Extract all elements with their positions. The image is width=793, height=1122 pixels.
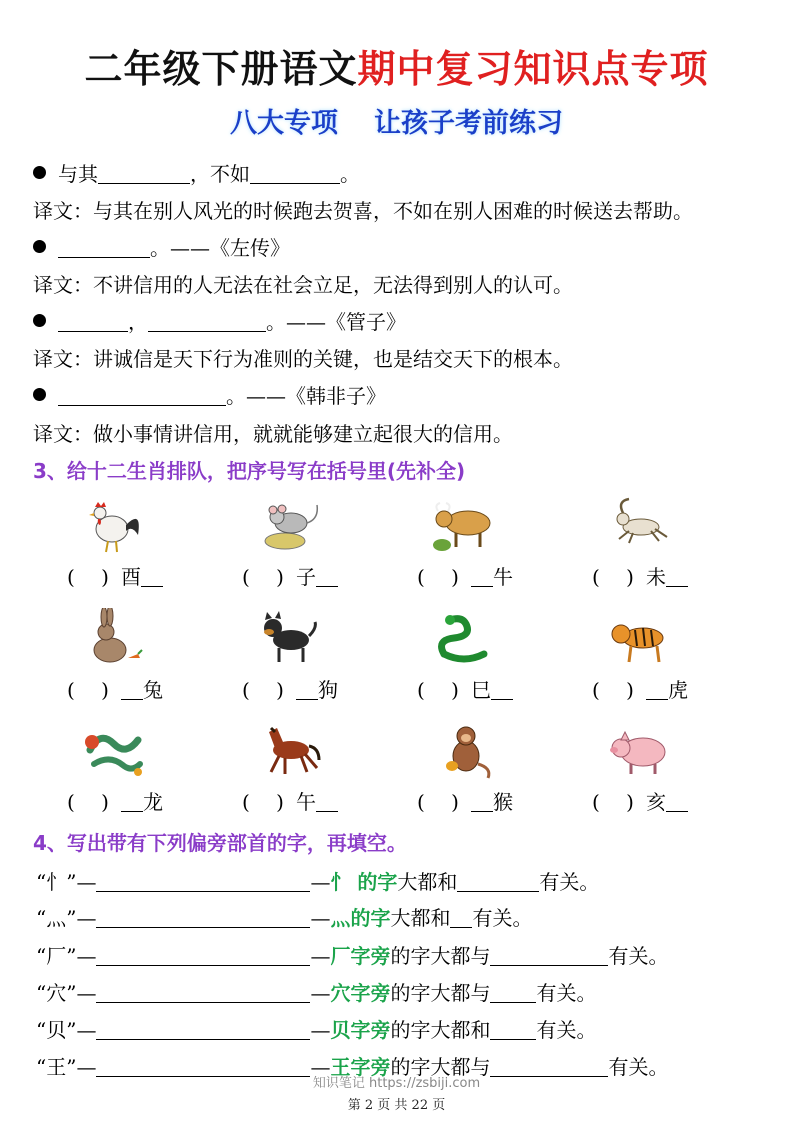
- title-part1: 二年级下册语文: [84, 47, 358, 91]
- answer-blank[interactable]: [490, 984, 536, 1003]
- proverb-translation-1: 译文：与其在别人风光的时候跑去贺喜，不如在别人困难的时候送去帮助。: [33, 199, 693, 223]
- answer-blank[interactable]: [141, 570, 163, 587]
- proverb-question-3: ， 。——《管子》: [33, 306, 406, 335]
- answer-blank[interactable]: [471, 795, 493, 812]
- answer-blank[interactable]: [457, 873, 539, 892]
- radical-row: “贝”— —贝字旁的字大都和 有关。: [36, 1018, 597, 1042]
- subtitle-part2: 让孩子考前练习: [374, 108, 563, 139]
- proverb-question-1: 与其 ，不如 。: [33, 158, 360, 187]
- horse-icon: [255, 720, 325, 780]
- bullet-icon: [33, 314, 46, 327]
- zodiac-char: 虎: [668, 678, 688, 702]
- answer-blank[interactable]: [98, 165, 190, 184]
- subtitle-part1: 八大专项: [230, 108, 338, 139]
- zodiac-item-ox: ( ) 牛: [380, 495, 550, 590]
- zodiac-char: 狗: [318, 678, 338, 702]
- radical-row: “王”— —王字旁的字大都与 有关。: [36, 1055, 669, 1079]
- answer-blank[interactable]: [490, 1021, 536, 1040]
- section-3-heading: 3、给十二生肖排队，把序号写在括号里(先补全): [33, 459, 466, 483]
- title-part2: 期中复习知识点专项: [357, 47, 709, 91]
- zodiac-item-rabbit: ( ) 兔: [30, 608, 200, 703]
- proverb-translation-3: 译文：讲诚信是天下行为准则的关键，也是结交天下的根本。: [33, 347, 573, 371]
- zodiac-item-pig: ( ) 亥: [555, 720, 725, 815]
- answer-blank[interactable]: [121, 683, 143, 700]
- answer-blank[interactable]: [471, 570, 493, 587]
- bullet-icon: [33, 388, 46, 401]
- zodiac-char: 猴: [493, 790, 513, 814]
- zodiac-item-horse: ( ) 午: [205, 720, 375, 815]
- zodiac-char: 午: [296, 790, 316, 814]
- radical-row: “穴”— —穴字旁的字大都与 有关。: [36, 981, 597, 1005]
- rabbit-icon: [80, 608, 150, 668]
- zodiac-item-snake: ( ) 巳: [380, 608, 550, 703]
- proverb-translation-2: 译文：不讲信用的人无法在社会立足，无法得到别人的认可。: [33, 273, 573, 297]
- answer-blank[interactable]: [250, 165, 340, 184]
- answer-blank[interactable]: [296, 683, 318, 700]
- zodiac-item-rooster: ( ) 酉: [30, 495, 200, 590]
- answer-blank[interactable]: [96, 909, 310, 928]
- answer-blank[interactable]: [316, 570, 338, 587]
- answer-blank[interactable]: [96, 873, 310, 892]
- answer-blank[interactable]: [96, 1021, 310, 1040]
- answer-blank[interactable]: [96, 947, 310, 966]
- radical-row: “灬”— —灬的字大都和 有关。: [36, 906, 533, 930]
- zodiac-item-monkey: ( ) 猴: [380, 720, 550, 815]
- answer-blank[interactable]: [666, 570, 688, 587]
- section-4-heading: 4、写出带有下列偏旁部首的字，再填空。: [33, 831, 407, 855]
- page-number: 第 2 页 共 22 页: [347, 1098, 446, 1113]
- page-title: [0, 38, 793, 93]
- answer-blank[interactable]: [58, 239, 150, 258]
- rooster-icon: [80, 495, 150, 555]
- answer-blank[interactable]: [450, 909, 472, 928]
- page-subtitle: [0, 101, 793, 140]
- footer-site: 知识笔记 https://zsbiji.com: [312, 1076, 481, 1091]
- zodiac-char: 酉: [121, 565, 141, 589]
- bullet-icon: [33, 166, 46, 179]
- zodiac-char: 亥: [646, 790, 666, 814]
- answer-blank[interactable]: [490, 947, 608, 966]
- answer-blank[interactable]: [96, 984, 310, 1003]
- zodiac-char: 巳: [471, 678, 491, 702]
- zodiac-item-dog: ( ) 狗: [205, 608, 375, 703]
- answer-blank[interactable]: [491, 683, 513, 700]
- goat-icon: [605, 495, 675, 555]
- snake-icon: [430, 608, 500, 668]
- pig-icon: [605, 720, 675, 780]
- zodiac-char: 未: [646, 565, 666, 589]
- zodiac-char: 牛: [493, 565, 513, 589]
- zodiac-char: 龙: [143, 790, 163, 814]
- zodiac-item-tiger: ( ) 虎: [555, 608, 725, 703]
- rat-icon: [255, 495, 325, 555]
- dog-icon: [255, 608, 325, 668]
- answer-blank[interactable]: [58, 313, 128, 332]
- proverb-question-2: 。——《左传》: [33, 232, 290, 261]
- proverb-translation-4: 译文：做小事情讲信用，就就能够建立起很大的信用。: [33, 422, 513, 446]
- answer-blank[interactable]: [316, 795, 338, 812]
- ox-icon: [430, 495, 500, 555]
- zodiac-char: 子: [296, 565, 316, 589]
- dragon-icon: [80, 720, 150, 780]
- answer-blank[interactable]: [666, 795, 688, 812]
- answer-blank[interactable]: [121, 795, 143, 812]
- radical-row: “厂”— —厂字旁的字大都与 有关。: [36, 944, 669, 968]
- proverb-question-4: 。——《韩非子》: [33, 380, 386, 409]
- bullet-icon: [33, 240, 46, 253]
- zodiac-char: 兔: [143, 678, 163, 702]
- zodiac-item-rat: ( ) 子: [205, 495, 375, 590]
- tiger-icon: [605, 608, 675, 668]
- zodiac-item-goat: ( ) 未: [555, 495, 725, 590]
- answer-blank[interactable]: [58, 387, 226, 406]
- answer-blank[interactable]: [646, 683, 668, 700]
- monkey-icon: [430, 720, 500, 780]
- answer-blank[interactable]: [148, 313, 266, 332]
- radical-row: “忄”— —忄 的字大都和 有关。: [36, 870, 600, 894]
- zodiac-item-dragon: ( ) 龙: [30, 720, 200, 815]
